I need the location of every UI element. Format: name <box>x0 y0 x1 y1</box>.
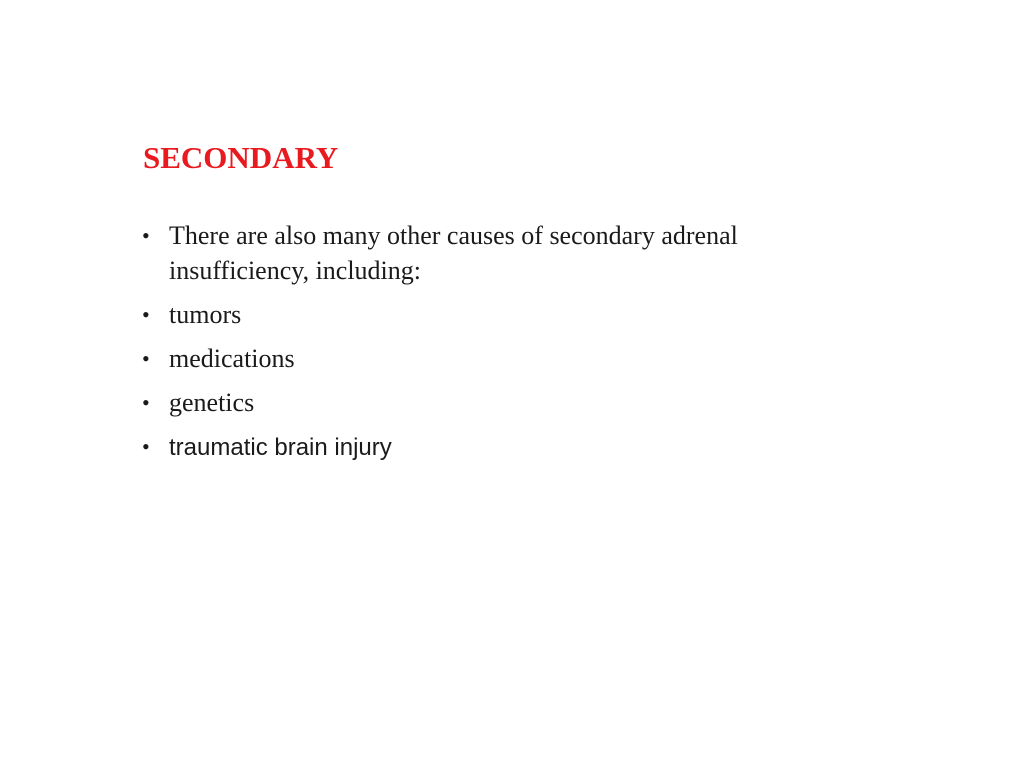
bullet-icon: • <box>142 223 150 248</box>
bullet-text: genetics <box>169 388 255 417</box>
bullet-list <box>140 218 780 474</box>
bullet-text: There are also many other causes of secondary adrenal insufficiency, including: <box>169 221 738 285</box>
bullet-icon: • <box>142 434 150 459</box>
bullet-icon: • <box>142 390 150 415</box>
bullet-text: tumors <box>169 300 242 329</box>
list-item <box>140 218 780 288</box>
list-item <box>140 429 780 465</box>
list-item <box>140 385 780 420</box>
bullet-text: traumatic brain injury <box>169 434 392 461</box>
list-item <box>140 341 780 376</box>
bullet-icon: • <box>142 302 150 327</box>
bullet-text: medications <box>169 344 295 373</box>
bullet-icon: • <box>142 346 150 371</box>
list-item <box>140 297 780 332</box>
slide-title: SECONDARY <box>143 140 339 175</box>
